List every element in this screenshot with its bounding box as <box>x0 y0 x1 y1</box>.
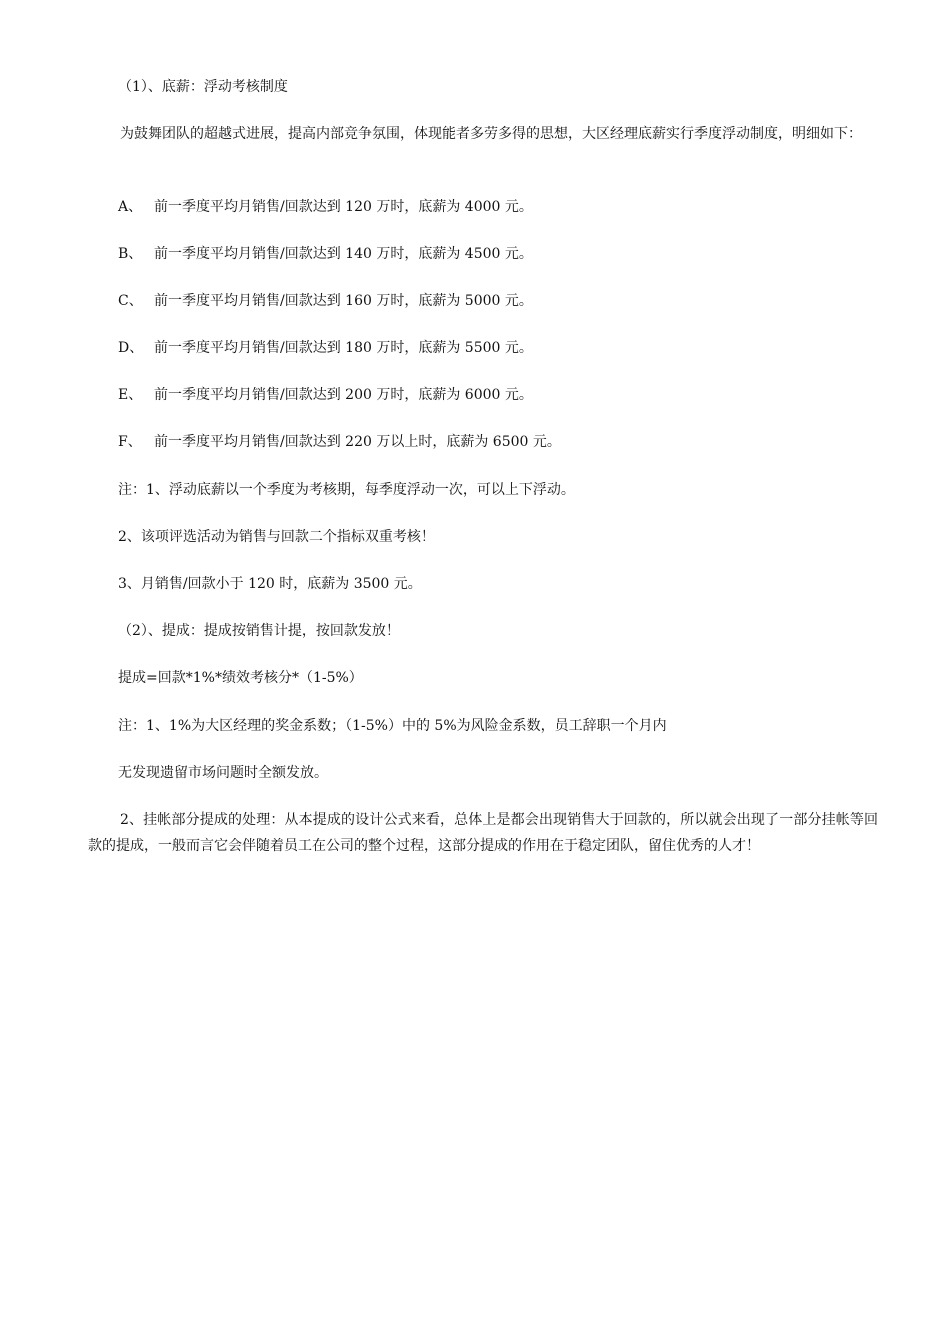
tier-text: 前一季度平均月销售/回款达到 160 万时，底薪为 5000 元。 <box>154 293 533 309</box>
tier-label: A、 <box>118 199 143 215</box>
tier-text: 前一季度平均月销售/回款达到 200 万时，底薪为 6000 元。 <box>154 387 533 403</box>
tier-label: B、 <box>118 246 143 262</box>
closing-paragraph: 2、挂帐部分提成的处理：从本提成的设计公式来看，总体上是都会出现销售大于回款的，所以就会出现了一部分挂帐等回款的提成，一般而言它会伴随着员工在公司的整个过程，这部分提成的作用在于稳定团队，留住优秀的人才！ <box>88 812 878 854</box>
note-dual-assessment: 2、该项评选活动为销售与回款二个指标双重考核！ <box>118 529 435 545</box>
tier-item-a <box>118 197 533 218</box>
section-heading-base-salary: （1）、底薪：浮动考核制度 <box>118 79 288 95</box>
note-full-payment: 无发现遗留市场问题时全额发放。 <box>118 765 328 781</box>
tier-label: D、 <box>118 340 144 356</box>
tier-text: 前一季度平均月销售/回款达到 120 万时，底薪为 4000 元。 <box>154 199 533 215</box>
tier-label: F、 <box>118 434 142 450</box>
tier-label: C、 <box>118 293 143 309</box>
note-floating-period: 注：1、浮动底薪以一个季度为考核期，每季度浮动一次，可以上下浮动。 <box>118 482 575 498</box>
tier-item-c <box>118 291 533 312</box>
section-heading-commission: （2）、提成：提成按销售计提，按回款发放！ <box>118 623 400 639</box>
commission-formula: 提成=回款*1%*绩效考核分*（1-5%） <box>118 670 363 686</box>
tier-item-d <box>118 338 533 359</box>
note-minimum-salary: 3、月销售/回款小于 120 时，底薪为 3500 元。 <box>118 576 422 592</box>
intro-paragraph: 为鼓舞团队的超越式进展，提高内部竞争氛围，体现能者多劳多得的思想，大区经理底薪实行季度浮动制度，明细如下： <box>120 126 862 142</box>
tier-text: 前一季度平均月销售/回款达到 180 万时，底薪为 5500 元。 <box>154 340 533 356</box>
tier-item-f <box>118 432 561 453</box>
tier-label: E、 <box>118 387 143 403</box>
tier-text: 前一季度平均月销售/回款达到 140 万时，底薪为 4500 元。 <box>154 246 533 262</box>
tier-text: 前一季度平均月销售/回款达到 220 万以上时，底薪为 6500 元。 <box>154 434 561 450</box>
note-bonus-coefficient: 注：1、1%为大区经理的奖金系数；（1-5%）中的 5%为风险金系数，员工辞职一个月内 <box>118 718 667 734</box>
tier-item-b <box>118 244 533 265</box>
tier-item-e <box>118 385 533 406</box>
